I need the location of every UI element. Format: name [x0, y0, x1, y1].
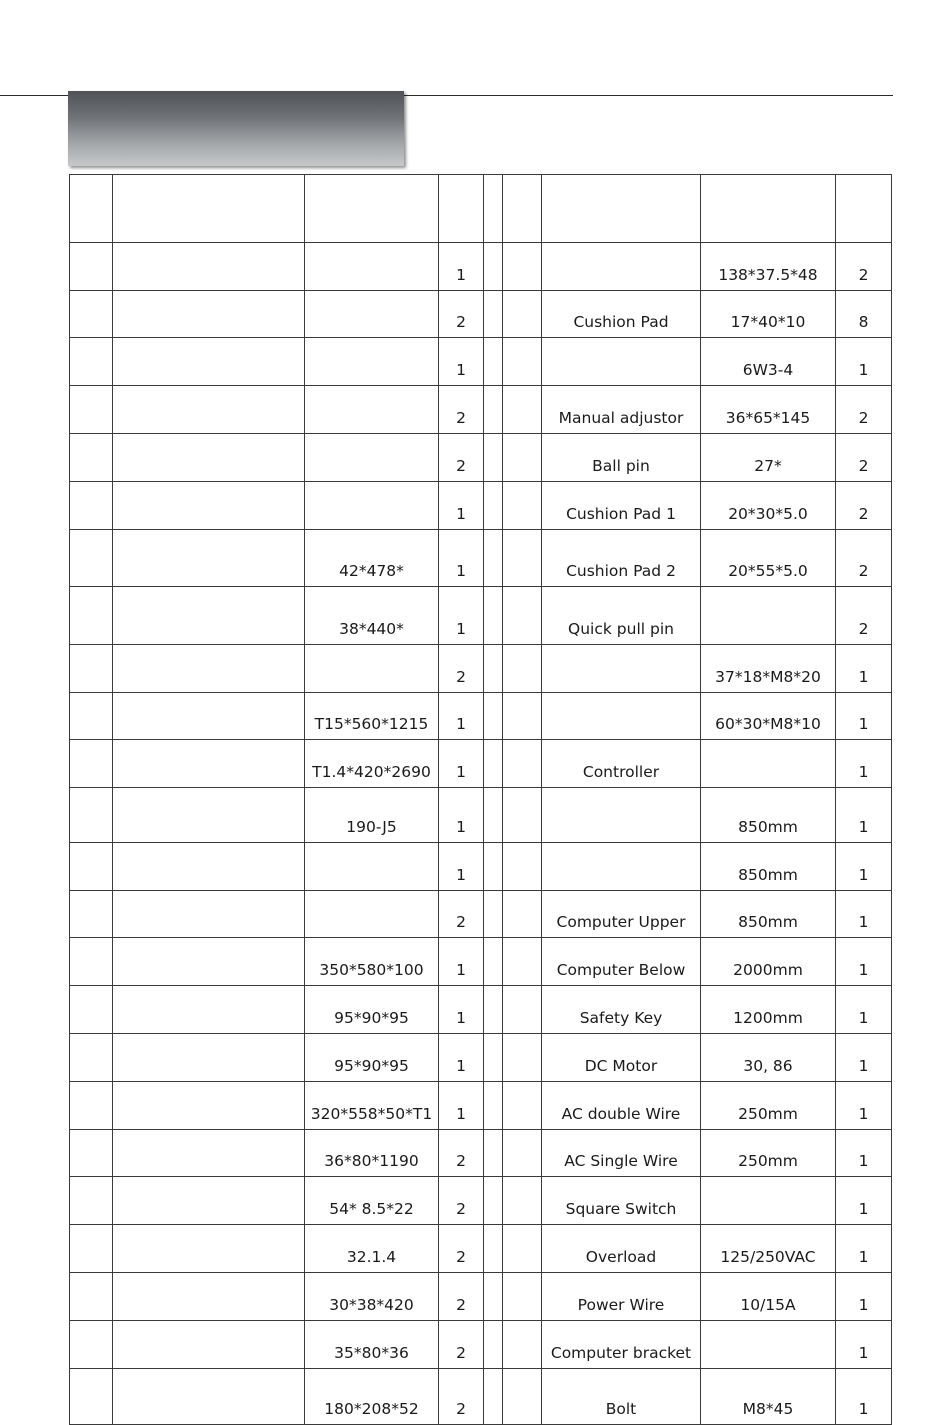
left-name-cell [113, 434, 305, 482]
right-name-cell: Quick pull pin [542, 587, 701, 645]
table-row [70, 530, 892, 587]
left-no-cell [70, 740, 113, 788]
left-spec-cell: 180*208*52 [305, 1369, 439, 1425]
right-spec-cell: 250mm [701, 1082, 836, 1130]
gap-cell [484, 1130, 503, 1177]
gap-cell [484, 530, 503, 587]
right-qty-cell: 1 [836, 1321, 892, 1369]
left-no-cell [70, 243, 113, 291]
table-row [70, 1369, 892, 1425]
left-qty-cell: 2 [439, 386, 484, 434]
left-name-cell [113, 1225, 305, 1273]
left-name-cell [113, 482, 305, 530]
left-qty-cell: 1 [439, 693, 484, 740]
left-qty-cell: 2 [439, 1130, 484, 1177]
right-qty-cell: 2 [836, 530, 892, 587]
right-qty-cell: 1 [836, 986, 892, 1034]
right-no-cell [503, 587, 542, 645]
right-no-cell [503, 693, 542, 740]
left-no-cell [70, 1177, 113, 1225]
right-spec-cell: 850mm [701, 788, 836, 843]
right-no-cell [503, 1225, 542, 1273]
left-name-cell [113, 938, 305, 986]
left-name-cell [113, 338, 305, 386]
right-name-cell: DC Motor [542, 1034, 701, 1082]
gap-cell [484, 482, 503, 530]
left-qty-cell: 2 [439, 434, 484, 482]
left-spec-cell [305, 645, 439, 693]
right-no-cell [503, 1273, 542, 1321]
left-no-cell [70, 587, 113, 645]
right-spec-cell: 10/15A [701, 1273, 836, 1321]
left-qty-cell: 1 [439, 1034, 484, 1082]
right-spec-cell: 20*55*5.0 [701, 530, 836, 587]
left-qty-cell: 1 [439, 788, 484, 843]
gap-cell [484, 434, 503, 482]
right-no-cell [503, 434, 542, 482]
right-spec-cell: 850mm [701, 843, 836, 891]
right-qty-cell: 8 [836, 291, 892, 338]
table-row [70, 1225, 892, 1273]
left-spec-cell: 36*80*1190 [305, 1130, 439, 1177]
right-no-cell [503, 986, 542, 1034]
right-qty-cell: 1 [836, 1225, 892, 1273]
left-spec-cell: T15*560*1215 [305, 693, 439, 740]
right-no-cell [503, 645, 542, 693]
right-qty-cell: 2 [836, 434, 892, 482]
table-row [70, 386, 892, 434]
right-spec-cell: 37*18*M8*20 [701, 645, 836, 693]
left-qty-cell: 1 [439, 587, 484, 645]
table-row [70, 434, 892, 482]
gap-cell [484, 986, 503, 1034]
left-no-cell [70, 788, 113, 843]
header-gap [484, 175, 503, 243]
left-spec-cell [305, 338, 439, 386]
left-no-cell [70, 1321, 113, 1369]
right-spec-cell: 1200mm [701, 986, 836, 1034]
right-name-cell: Ball pin [542, 434, 701, 482]
table-row [70, 1321, 892, 1369]
left-no-cell [70, 1034, 113, 1082]
right-name-cell [542, 645, 701, 693]
header-left-qty [439, 175, 484, 243]
left-qty-cell: 1 [439, 482, 484, 530]
left-name-cell [113, 788, 305, 843]
right-spec-cell: 2000mm [701, 938, 836, 986]
left-qty-cell: 1 [439, 338, 484, 386]
right-name-cell: Cushion Pad 2 [542, 530, 701, 587]
right-spec-cell [701, 740, 836, 788]
left-name-cell [113, 243, 305, 291]
left-name-cell [113, 530, 305, 587]
left-spec-cell [305, 891, 439, 938]
left-name-cell [113, 1034, 305, 1082]
right-no-cell [503, 938, 542, 986]
right-name-cell: Manual adjustor [542, 386, 701, 434]
right-spec-cell [701, 1177, 836, 1225]
gap-cell [484, 645, 503, 693]
header-right-no [503, 175, 542, 243]
left-qty-cell: 1 [439, 530, 484, 587]
table-row [70, 482, 892, 530]
right-no-cell [503, 530, 542, 587]
left-no-cell [70, 386, 113, 434]
left-qty-cell: 1 [439, 986, 484, 1034]
table-row [70, 1273, 892, 1321]
header-right-qty [836, 175, 892, 243]
gap-cell [484, 788, 503, 843]
gap-cell [484, 1034, 503, 1082]
right-qty-cell: 1 [836, 938, 892, 986]
gap-cell [484, 587, 503, 645]
right-qty-cell: 2 [836, 243, 892, 291]
left-spec-cell: 30*38*420 [305, 1273, 439, 1321]
left-name-cell [113, 1082, 305, 1130]
right-qty-cell: 1 [836, 338, 892, 386]
table-row [70, 645, 892, 693]
right-qty-cell: 1 [836, 1273, 892, 1321]
left-qty-cell: 2 [439, 291, 484, 338]
table-row [70, 243, 892, 291]
right-name-cell: Bolt [542, 1369, 701, 1425]
right-name-cell [542, 843, 701, 891]
left-spec-cell [305, 843, 439, 891]
left-spec-cell: 95*90*95 [305, 1034, 439, 1082]
gap-cell [484, 740, 503, 788]
left-name-cell [113, 740, 305, 788]
right-spec-cell [701, 587, 836, 645]
right-name-cell: AC Single Wire [542, 1130, 701, 1177]
right-no-cell [503, 482, 542, 530]
left-name-cell [113, 1321, 305, 1369]
right-qty-cell: 1 [836, 1034, 892, 1082]
header-left-spec [305, 175, 439, 243]
header-left-no [70, 175, 113, 243]
right-name-cell [542, 788, 701, 843]
right-no-cell [503, 338, 542, 386]
right-spec-cell: 17*40*10 [701, 291, 836, 338]
left-no-cell [70, 434, 113, 482]
left-name-cell [113, 1273, 305, 1321]
right-qty-cell: 1 [836, 1130, 892, 1177]
table-header-row [70, 175, 892, 243]
left-no-cell [70, 986, 113, 1034]
right-no-cell [503, 1034, 542, 1082]
right-no-cell [503, 291, 542, 338]
left-no-cell [70, 1130, 113, 1177]
right-qty-cell: 1 [836, 891, 892, 938]
left-no-cell [70, 938, 113, 986]
left-spec-cell: 35*80*36 [305, 1321, 439, 1369]
left-no-cell [70, 1225, 113, 1273]
gap-cell [484, 1369, 503, 1425]
right-name-cell [542, 243, 701, 291]
gap-cell [484, 693, 503, 740]
left-name-cell [113, 386, 305, 434]
right-name-cell: Power Wire [542, 1273, 701, 1321]
right-spec-cell: 27* [701, 434, 836, 482]
gap-cell [484, 338, 503, 386]
left-spec-cell: 42*478* [305, 530, 439, 587]
right-spec-cell: 125/250VAC [701, 1225, 836, 1273]
left-qty-cell: 1 [439, 243, 484, 291]
left-name-cell [113, 986, 305, 1034]
gap-cell [484, 843, 503, 891]
right-name-cell: Cushion Pad 1 [542, 482, 701, 530]
left-spec-cell [305, 434, 439, 482]
left-no-cell [70, 530, 113, 587]
gap-cell [484, 938, 503, 986]
gap-cell [484, 1225, 503, 1273]
left-spec-cell: 32.1.4 [305, 1225, 439, 1273]
left-no-cell [70, 1369, 113, 1425]
left-qty-cell: 2 [439, 1321, 484, 1369]
left-spec-cell: 38*440* [305, 587, 439, 645]
right-name-cell: Square Switch [542, 1177, 701, 1225]
left-qty-cell: 2 [439, 1369, 484, 1425]
left-no-cell [70, 645, 113, 693]
left-name-cell [113, 1177, 305, 1225]
left-no-cell [70, 338, 113, 386]
right-spec-cell: 36*65*145 [701, 386, 836, 434]
header-right-spec [701, 175, 836, 243]
gap-cell [484, 243, 503, 291]
table-row [70, 1034, 892, 1082]
table-row [70, 740, 892, 788]
table-row [70, 843, 892, 891]
table-row [70, 587, 892, 645]
right-spec-cell: 30, 86 [701, 1034, 836, 1082]
right-spec-cell [701, 1321, 836, 1369]
right-qty-cell: 1 [836, 645, 892, 693]
right-name-cell: Controller [542, 740, 701, 788]
right-name-cell: AC double Wire [542, 1082, 701, 1130]
left-spec-cell: 95*90*95 [305, 986, 439, 1034]
table-row [70, 338, 892, 386]
right-qty-cell: 1 [836, 788, 892, 843]
right-qty-cell: 1 [836, 1177, 892, 1225]
right-qty-cell: 1 [836, 740, 892, 788]
left-spec-cell [305, 291, 439, 338]
gap-cell [484, 386, 503, 434]
right-no-cell [503, 1130, 542, 1177]
right-no-cell [503, 1177, 542, 1225]
right-name-cell: Safety Key [542, 986, 701, 1034]
right-spec-cell: 60*30*M8*10 [701, 693, 836, 740]
right-no-cell [503, 740, 542, 788]
right-spec-cell: 138*37.5*48 [701, 243, 836, 291]
right-name-cell: Overload [542, 1225, 701, 1273]
right-name-cell: Computer bracket [542, 1321, 701, 1369]
left-qty-cell: 1 [439, 843, 484, 891]
gap-cell [484, 291, 503, 338]
table-row [70, 986, 892, 1034]
parts-list-table [69, 174, 892, 1425]
left-spec-cell: 54* 8.5*22 [305, 1177, 439, 1225]
table-row [70, 291, 892, 338]
right-name-cell: Cushion Pad [542, 291, 701, 338]
right-qty-cell: 1 [836, 1369, 892, 1425]
left-name-cell [113, 891, 305, 938]
left-no-cell [70, 1273, 113, 1321]
gap-cell [484, 1321, 503, 1369]
left-qty-cell: 2 [439, 1225, 484, 1273]
left-name-cell [113, 291, 305, 338]
right-name-cell: Computer Upper [542, 891, 701, 938]
left-spec-cell: 190-J5 [305, 788, 439, 843]
header-right-name [542, 175, 701, 243]
right-spec-cell: 6W3-4 [701, 338, 836, 386]
right-spec-cell: 250mm [701, 1130, 836, 1177]
right-no-cell [503, 386, 542, 434]
right-qty-cell: 1 [836, 843, 892, 891]
left-spec-cell: T1.4*420*2690 [305, 740, 439, 788]
left-name-cell [113, 1369, 305, 1425]
right-spec-cell: M8*45 [701, 1369, 836, 1425]
left-no-cell [70, 843, 113, 891]
left-spec-cell: 320*558*50*T1 [305, 1082, 439, 1130]
left-qty-cell: 2 [439, 1177, 484, 1225]
left-spec-cell [305, 243, 439, 291]
parts-table-body [70, 175, 892, 1425]
left-qty-cell: 2 [439, 891, 484, 938]
left-no-cell [70, 891, 113, 938]
table-row [70, 788, 892, 843]
left-qty-cell: 1 [439, 1082, 484, 1130]
right-no-cell [503, 843, 542, 891]
right-qty-cell: 1 [836, 693, 892, 740]
left-spec-cell [305, 386, 439, 434]
right-no-cell [503, 243, 542, 291]
right-qty-cell: 2 [836, 587, 892, 645]
table-row [70, 891, 892, 938]
left-no-cell [70, 291, 113, 338]
right-no-cell [503, 1082, 542, 1130]
gap-cell [484, 1082, 503, 1130]
left-name-cell [113, 1130, 305, 1177]
right-qty-cell: 2 [836, 482, 892, 530]
right-qty-cell: 1 [836, 1082, 892, 1130]
gap-cell [484, 1177, 503, 1225]
left-no-cell [70, 693, 113, 740]
right-no-cell [503, 1369, 542, 1425]
section-header-banner [68, 91, 404, 166]
left-qty-cell: 2 [439, 1273, 484, 1321]
left-no-cell [70, 482, 113, 530]
table-row [70, 1177, 892, 1225]
gap-cell [484, 1273, 503, 1321]
table-row [70, 1130, 892, 1177]
table-row [70, 938, 892, 986]
left-spec-cell: 350*580*100 [305, 938, 439, 986]
right-spec-cell: 850mm [701, 891, 836, 938]
gap-cell [484, 891, 503, 938]
right-name-cell [542, 693, 701, 740]
left-name-cell [113, 843, 305, 891]
left-qty-cell: 1 [439, 740, 484, 788]
table-row [70, 1082, 892, 1130]
left-qty-cell: 2 [439, 645, 484, 693]
left-name-cell [113, 587, 305, 645]
table-row [70, 693, 892, 740]
left-name-cell [113, 645, 305, 693]
left-no-cell [70, 1082, 113, 1130]
right-name-cell: Computer Below [542, 938, 701, 986]
right-name-cell [542, 338, 701, 386]
right-no-cell [503, 1321, 542, 1369]
right-qty-cell: 2 [836, 386, 892, 434]
left-qty-cell: 1 [439, 938, 484, 986]
right-no-cell [503, 788, 542, 843]
header-left-name [113, 175, 305, 243]
right-spec-cell: 20*30*5.0 [701, 482, 836, 530]
left-spec-cell [305, 482, 439, 530]
right-no-cell [503, 891, 542, 938]
left-name-cell [113, 693, 305, 740]
